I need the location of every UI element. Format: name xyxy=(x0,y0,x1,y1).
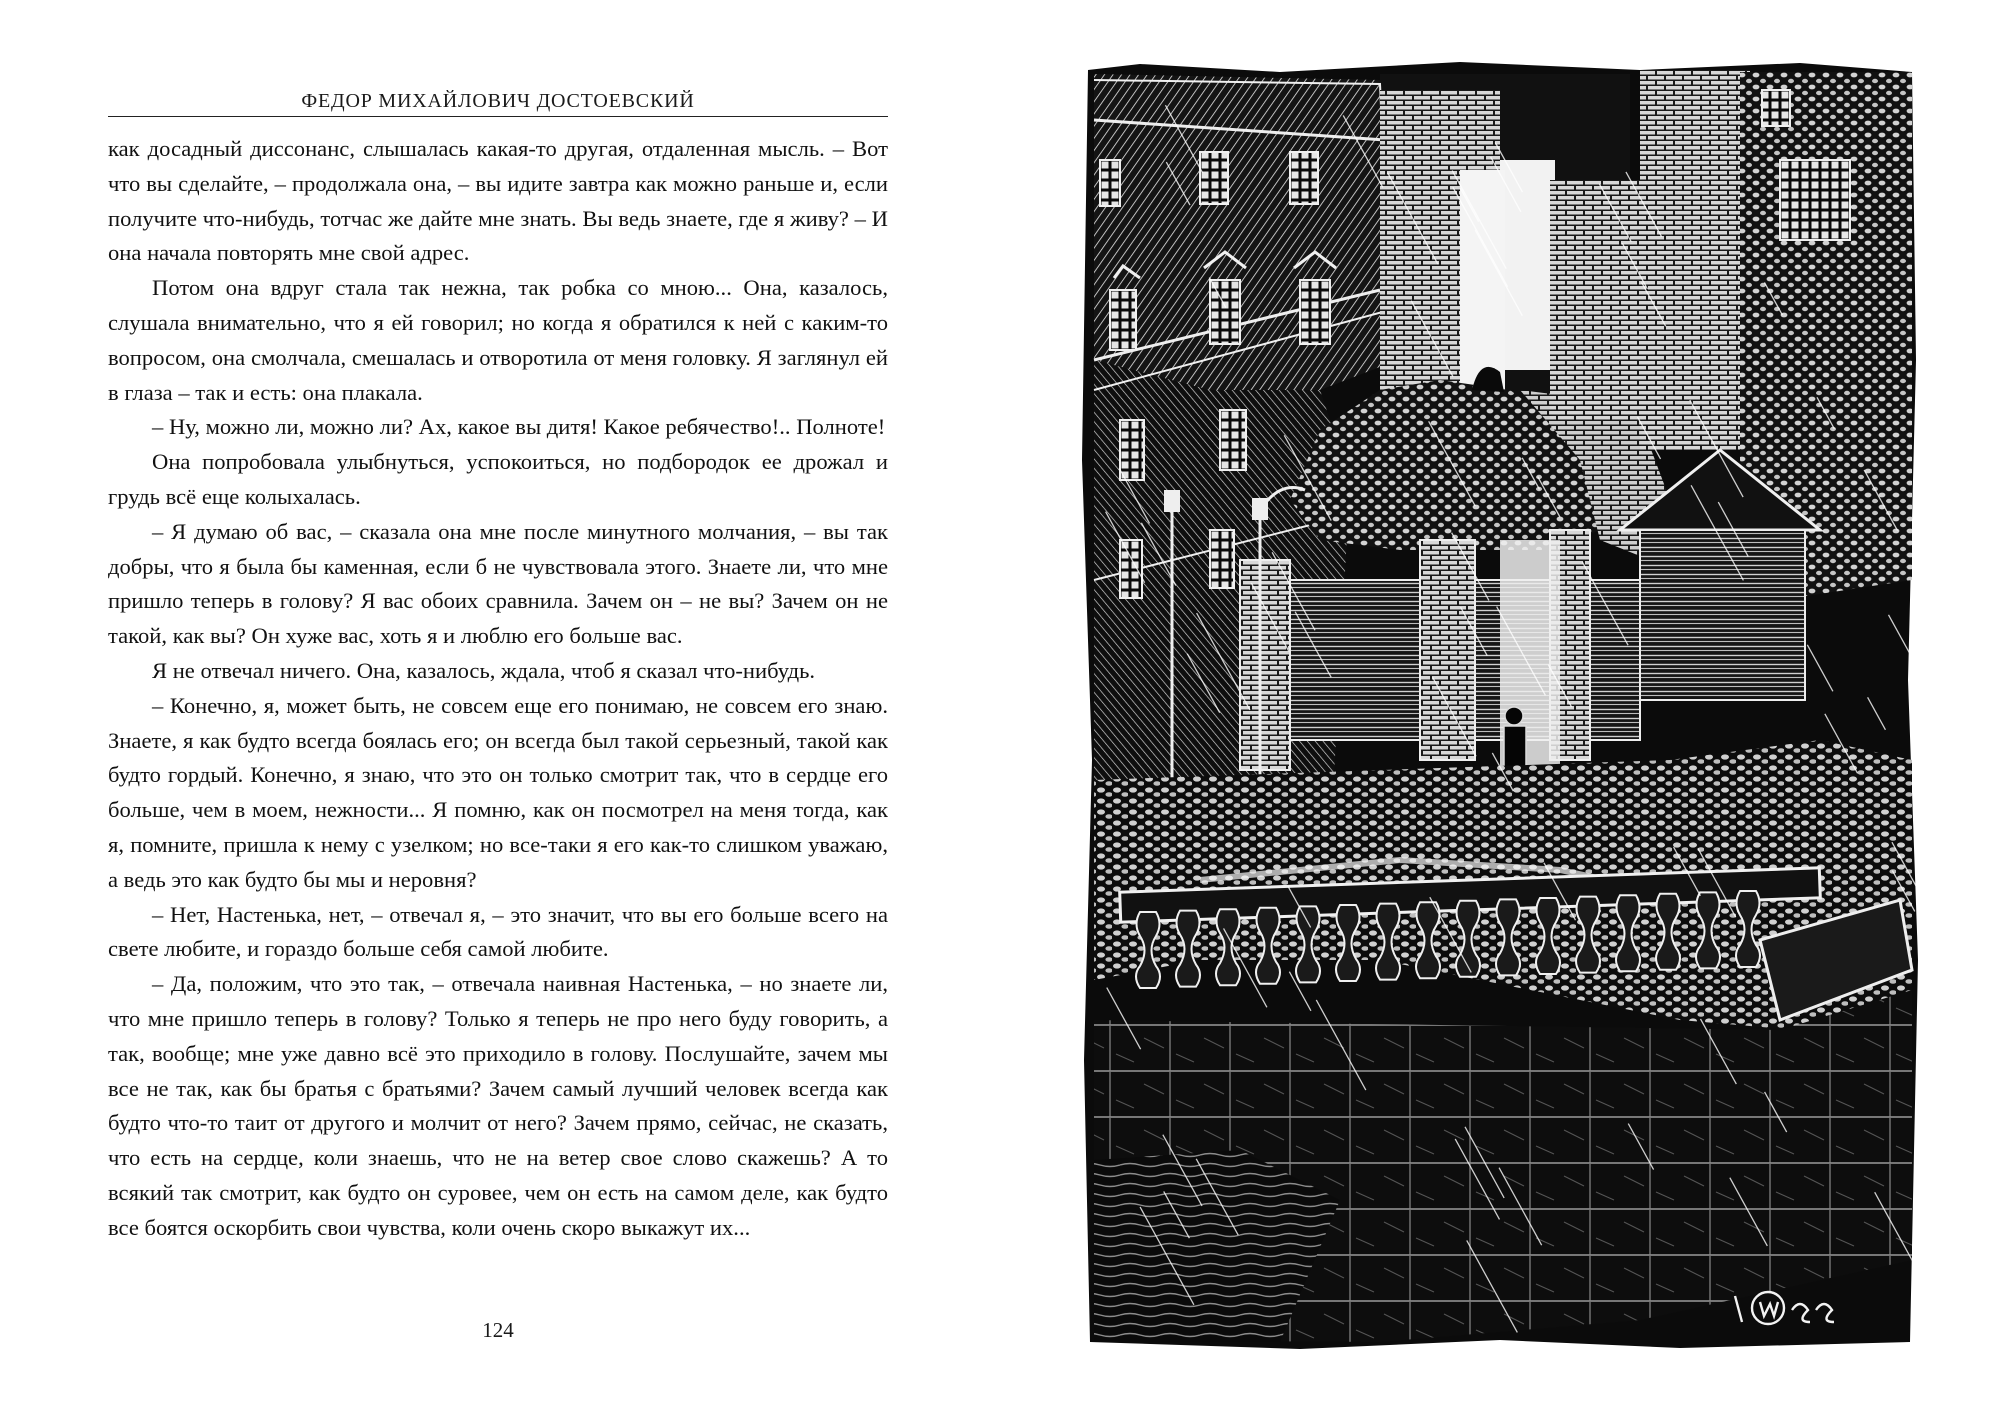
window xyxy=(1110,290,1136,350)
brick-tower xyxy=(1550,180,1640,420)
header-rule xyxy=(108,116,888,117)
window xyxy=(1100,160,1120,206)
window xyxy=(1210,530,1234,588)
paragraph: как досадный диссонанс, слышалась какая-то другая, отдаленная мысль. – Вот что вы сделайте, – продолжала она, – вы идите завтра как можно раньше и, если получите что-нибудь, тотчас же дайте мне знать. Вы ведь знаете, где я живу? – И она начала повторять мне свой адрес. xyxy=(108,136,888,266)
window xyxy=(1210,280,1240,344)
paragraph: – Да, положим, что это так, – отвечала наивная Настенька, – но знаете ли, что мне пришло теперь в голову? Только я теперь не про него буду говорить, а так, вообще; мне уже давно всё это приходило в голову. Послушайте, зачем мы все не так, как бы братья с братьями? Зачем самый лучший человек всегда как будто что-то таит от другого и молчит от него? Зачем прямо, сейчас, не сказать, что есть на сердце, коли знаешь, что не на ветер свое слово скажешь? А то всякий так смотрит, как будто он суровее, чем он есть на самом деле, как будто все боятся оскорбить свои чувства, коли очень скоро выкажут их... xyxy=(108,971,888,1240)
body-text xyxy=(108,132,888,1240)
paragraph: Она попробовала улыбнуться, успокоиться, но подбородок ее дрожал и грудь всё еще колыхалась. xyxy=(108,449,888,509)
linocut-illustration xyxy=(1080,60,1920,1350)
window xyxy=(1120,420,1144,480)
window xyxy=(1300,280,1330,344)
running-head: ФЕДОР МИХАЙЛОВИЧ ДОСТОЕВСКИЙ xyxy=(301,90,695,112)
street-lamp xyxy=(1164,490,1180,512)
page-number: 124 xyxy=(482,1318,514,1342)
paragraph: Я не отвечал ничего. Она, казалось, ждала, чтоб я сказал что-нибудь. xyxy=(152,657,816,683)
building-left-upper xyxy=(1094,74,1398,390)
window xyxy=(1220,410,1246,470)
paragraph: – Конечно, я, может быть, не совсем еще его понимаю, не совсем его знаю. Знаете, я как будто всегда боялась его; он всегда был такой серьезный, такой как будто гордый. Конечно, я знаю, что это он только смотрит так, что в сердце его больше, чем в моем, нежности... Я помню, как он посмотрел на меня тогда, как я, помните, пришла к нему с узелком; но все-таки я его как-то слишком уважаю, а ведь это как будто бы мы и неровня? xyxy=(108,692,888,892)
paragraph: – Ну, можно ли, можно ли? Ах, какое вы дитя! Какое ребячество!.. Полноте! xyxy=(152,414,886,440)
paragraph: – Нет, Настенька, нет, – отвечал я, – это значит, что вы его больше всего на свете любите, и гораздо больше себя самой любите. xyxy=(108,901,888,962)
street-lamp xyxy=(1252,498,1268,520)
light-shaft xyxy=(1500,160,1555,370)
paragraph: Потом она вдруг стала так нежна, так робка со мною... Она, казалось, слушала внимательно, что я ей говорил; но когда я обратился к ней с каким-то вопросом, она смолчала, смешалась и отворотила от меня головку. Я заглянул ей в глаза – так и есть: она плакала. xyxy=(108,275,888,405)
window xyxy=(1762,90,1790,126)
window xyxy=(1780,160,1850,240)
illustration xyxy=(1080,60,1920,1350)
paragraph: – Я думаю об вас, – сказала она мне после минутного молчания, – вы так добры, что я была бы каменная, если б не чувствовала этого. Знаете ли, что мне пришло теперь в голову? Я вас обоих сравнила. Зачем он – не вы? Зачем он не такой, как вы? Он хуже вас, хоть я и люблю его больше вас. xyxy=(108,518,888,649)
kiosk xyxy=(1640,530,1805,700)
brick-pillar xyxy=(1420,540,1475,760)
brick-pillar xyxy=(1240,560,1290,770)
window xyxy=(1200,152,1228,204)
brick-tower xyxy=(1640,70,1750,450)
window xyxy=(1290,152,1318,204)
window xyxy=(1120,540,1142,598)
